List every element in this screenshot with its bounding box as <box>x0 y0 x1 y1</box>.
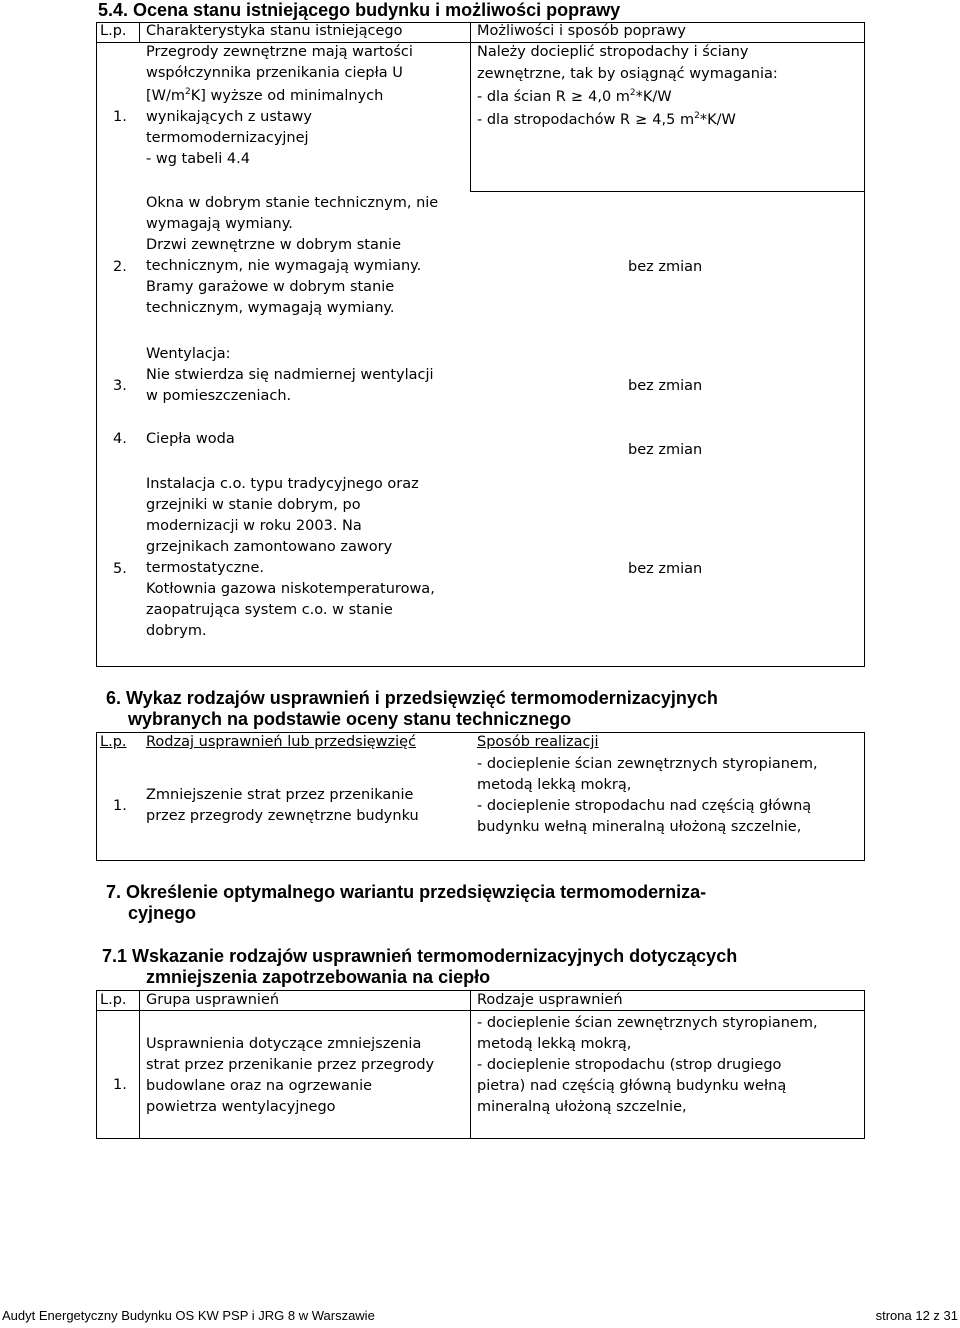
footer-document-title: Audyt Energetyczny Budynku OS KW PSP i JRG 8 w Warszawie <box>2 1308 375 1323</box>
row-number: 1. <box>113 109 127 125</box>
rodzaj-line: przez przegrody zewnętrzne budynku <box>146 808 419 824</box>
col-header-mozliwosci: Możliwości i sposób poprawy <box>477 23 687 39</box>
row-number: 5. <box>113 561 127 577</box>
col-header-lp: L.p. <box>100 23 127 39</box>
char-line: dobrym. <box>146 623 207 639</box>
sposob-line: budynku wełną mineralną ułożoną szczelnie, <box>477 819 802 835</box>
char-line: Przegrody zewnętrzne mają wartości <box>146 44 413 60</box>
row-number: 1. <box>113 798 127 814</box>
mozl-value: bez zmian <box>628 259 703 275</box>
char-line: zaopatrująca system c.o. w stanie <box>146 602 393 618</box>
col-header-rodzaj: Rodzaj usprawnień lub przedsięwzięć <box>146 734 417 750</box>
rodzaje-line: pietra) nad częścią główną budynku wełną <box>477 1078 787 1094</box>
row-number: 4. <box>113 431 127 447</box>
char-line: Drzwi zewnętrzne w dobrym stanie <box>146 237 402 253</box>
requirement-roof: - dla stropodachów R ≥ 4,5 $m^2*K/W$ <box>477 110 736 131</box>
col-header-rodzaje: Rodzaje usprawnień <box>477 992 623 1008</box>
char-line: w pomieszczeniach. <box>146 388 292 404</box>
rodzaje-line: mineralną ułożoną szczelnie, <box>477 1099 687 1115</box>
sposob-line: - docieplenie ścian zewnętrznych styropianem, <box>477 756 818 772</box>
sposob-line: metodą lekką mokrą, <box>477 777 632 793</box>
char-line: Instalacja c.o. typu tradycyjnego oraz <box>146 476 419 492</box>
col-header-sposob: Sposób realizacji <box>477 734 599 750</box>
char-line: wynikających z ustawy <box>146 109 312 125</box>
char-line: grzejnikach zamontowano zawory <box>146 539 393 555</box>
col-header-charakterystyka: Charakterystyka stanu istniejącego <box>146 23 403 39</box>
rodzaje-line: - docieplenie stropodachu (strop drugiego <box>477 1057 782 1073</box>
sposob-line: - docieplenie stropodachu nad częścią główną <box>477 798 812 814</box>
grupa-line: budowlane oraz na ogrzewanie <box>146 1078 373 1094</box>
rodzaje-line: metodą lekką mokrą, <box>477 1036 632 1052</box>
mozl-value: bez zmian <box>628 442 703 458</box>
char-line: Wentylacja: <box>146 346 231 362</box>
char-line: Okna w dobrym stanie technicznym, nie <box>146 195 439 211</box>
rodzaje-line: - docieplenie ścian zewnętrznych styropianem, <box>477 1015 818 1031</box>
row-number: 2. <box>113 259 127 275</box>
char-line: współczynnika przenikania ciepła U <box>146 65 403 81</box>
char-line: termostatyczne. <box>146 560 265 576</box>
section-7-title: 7. Określenie optymalnego wariantu przedsięwzięcia termomoderniza- <box>106 882 707 902</box>
col-header-grupa: Grupa usprawnień <box>146 992 280 1008</box>
mozl-line: Należy docieplić stropodachy i ściany <box>477 44 749 60</box>
char-line: Ciepła woda <box>146 431 235 447</box>
row-number: 3. <box>113 378 127 394</box>
char-line: Kotłownia gazowa niskotemperaturowa, <box>146 581 435 597</box>
footer-page-number: strona 12 z 31 <box>875 1308 958 1323</box>
col-header-lp: L.p. <box>100 992 127 1008</box>
col-header-lp: L.p. <box>100 734 127 750</box>
row-number: 1. <box>113 1077 127 1093</box>
char-line: - wg tabeli 4.4 <box>146 151 250 167</box>
section-7-1-title: 7.1 Wskazanie rodzajów usprawnień termomodernizacyjnych dotyczących <box>102 946 738 966</box>
char-line: termomodernizacyjnej <box>146 130 309 146</box>
grupa-line: Usprawnienia dotyczące zmniejszenia <box>146 1036 422 1052</box>
mozl-value: bez zmian <box>628 561 703 577</box>
char-line: Nie stwierdza się nadmiernej wentylacji <box>146 367 434 383</box>
char-line: technicznym, nie wymagają wymiany. <box>146 258 422 274</box>
section-7-title-cont: cyjnego <box>128 903 197 923</box>
char-line: modernizacji w roku 2003. Na <box>146 518 362 534</box>
mozl-line: zewnętrzne, tak by osiągnąć wymagania: <box>477 66 778 82</box>
section-6-title-cont: wybranych na podstawie oceny stanu technicznego <box>128 709 572 729</box>
requirement-walls: - dla ścian R ≥ 4,0 $m^2*K/W$ <box>477 87 672 108</box>
section-6-title: 6. Wykaz rodzajów usprawnień i przedsięwzięć termomodernizacyjnych <box>106 688 718 708</box>
char-line: wymagają wymiany. <box>146 216 293 232</box>
greater-equal-icon: ≥ <box>635 112 648 128</box>
section-7-1-title-cont: zmniejszenia zapotrzebowania na ciepło <box>146 967 491 987</box>
char-line: grzejniki w stanie dobrym, po <box>146 497 361 513</box>
greater-equal-icon: ≥ <box>570 89 584 105</box>
mozl-value: bez zmian <box>628 378 703 394</box>
char-line: Bramy garażowe w dobrym stanie <box>146 279 395 295</box>
grupa-line: powietrza wentylacyjnego <box>146 1099 336 1115</box>
char-line: $[W/m^2K]$ wyższe od minimalnych <box>146 87 384 104</box>
section-5-4-title: 5.4. Ocena stanu istniejącego budynku i możliwości poprawy <box>98 0 621 20</box>
grupa-line: strat przez przenikanie przez przegrody <box>146 1057 435 1073</box>
rodzaj-line: Zmniejszenie strat przez przenikanie <box>146 787 414 803</box>
char-line: technicznym, wymagają wymiany. <box>146 300 395 316</box>
